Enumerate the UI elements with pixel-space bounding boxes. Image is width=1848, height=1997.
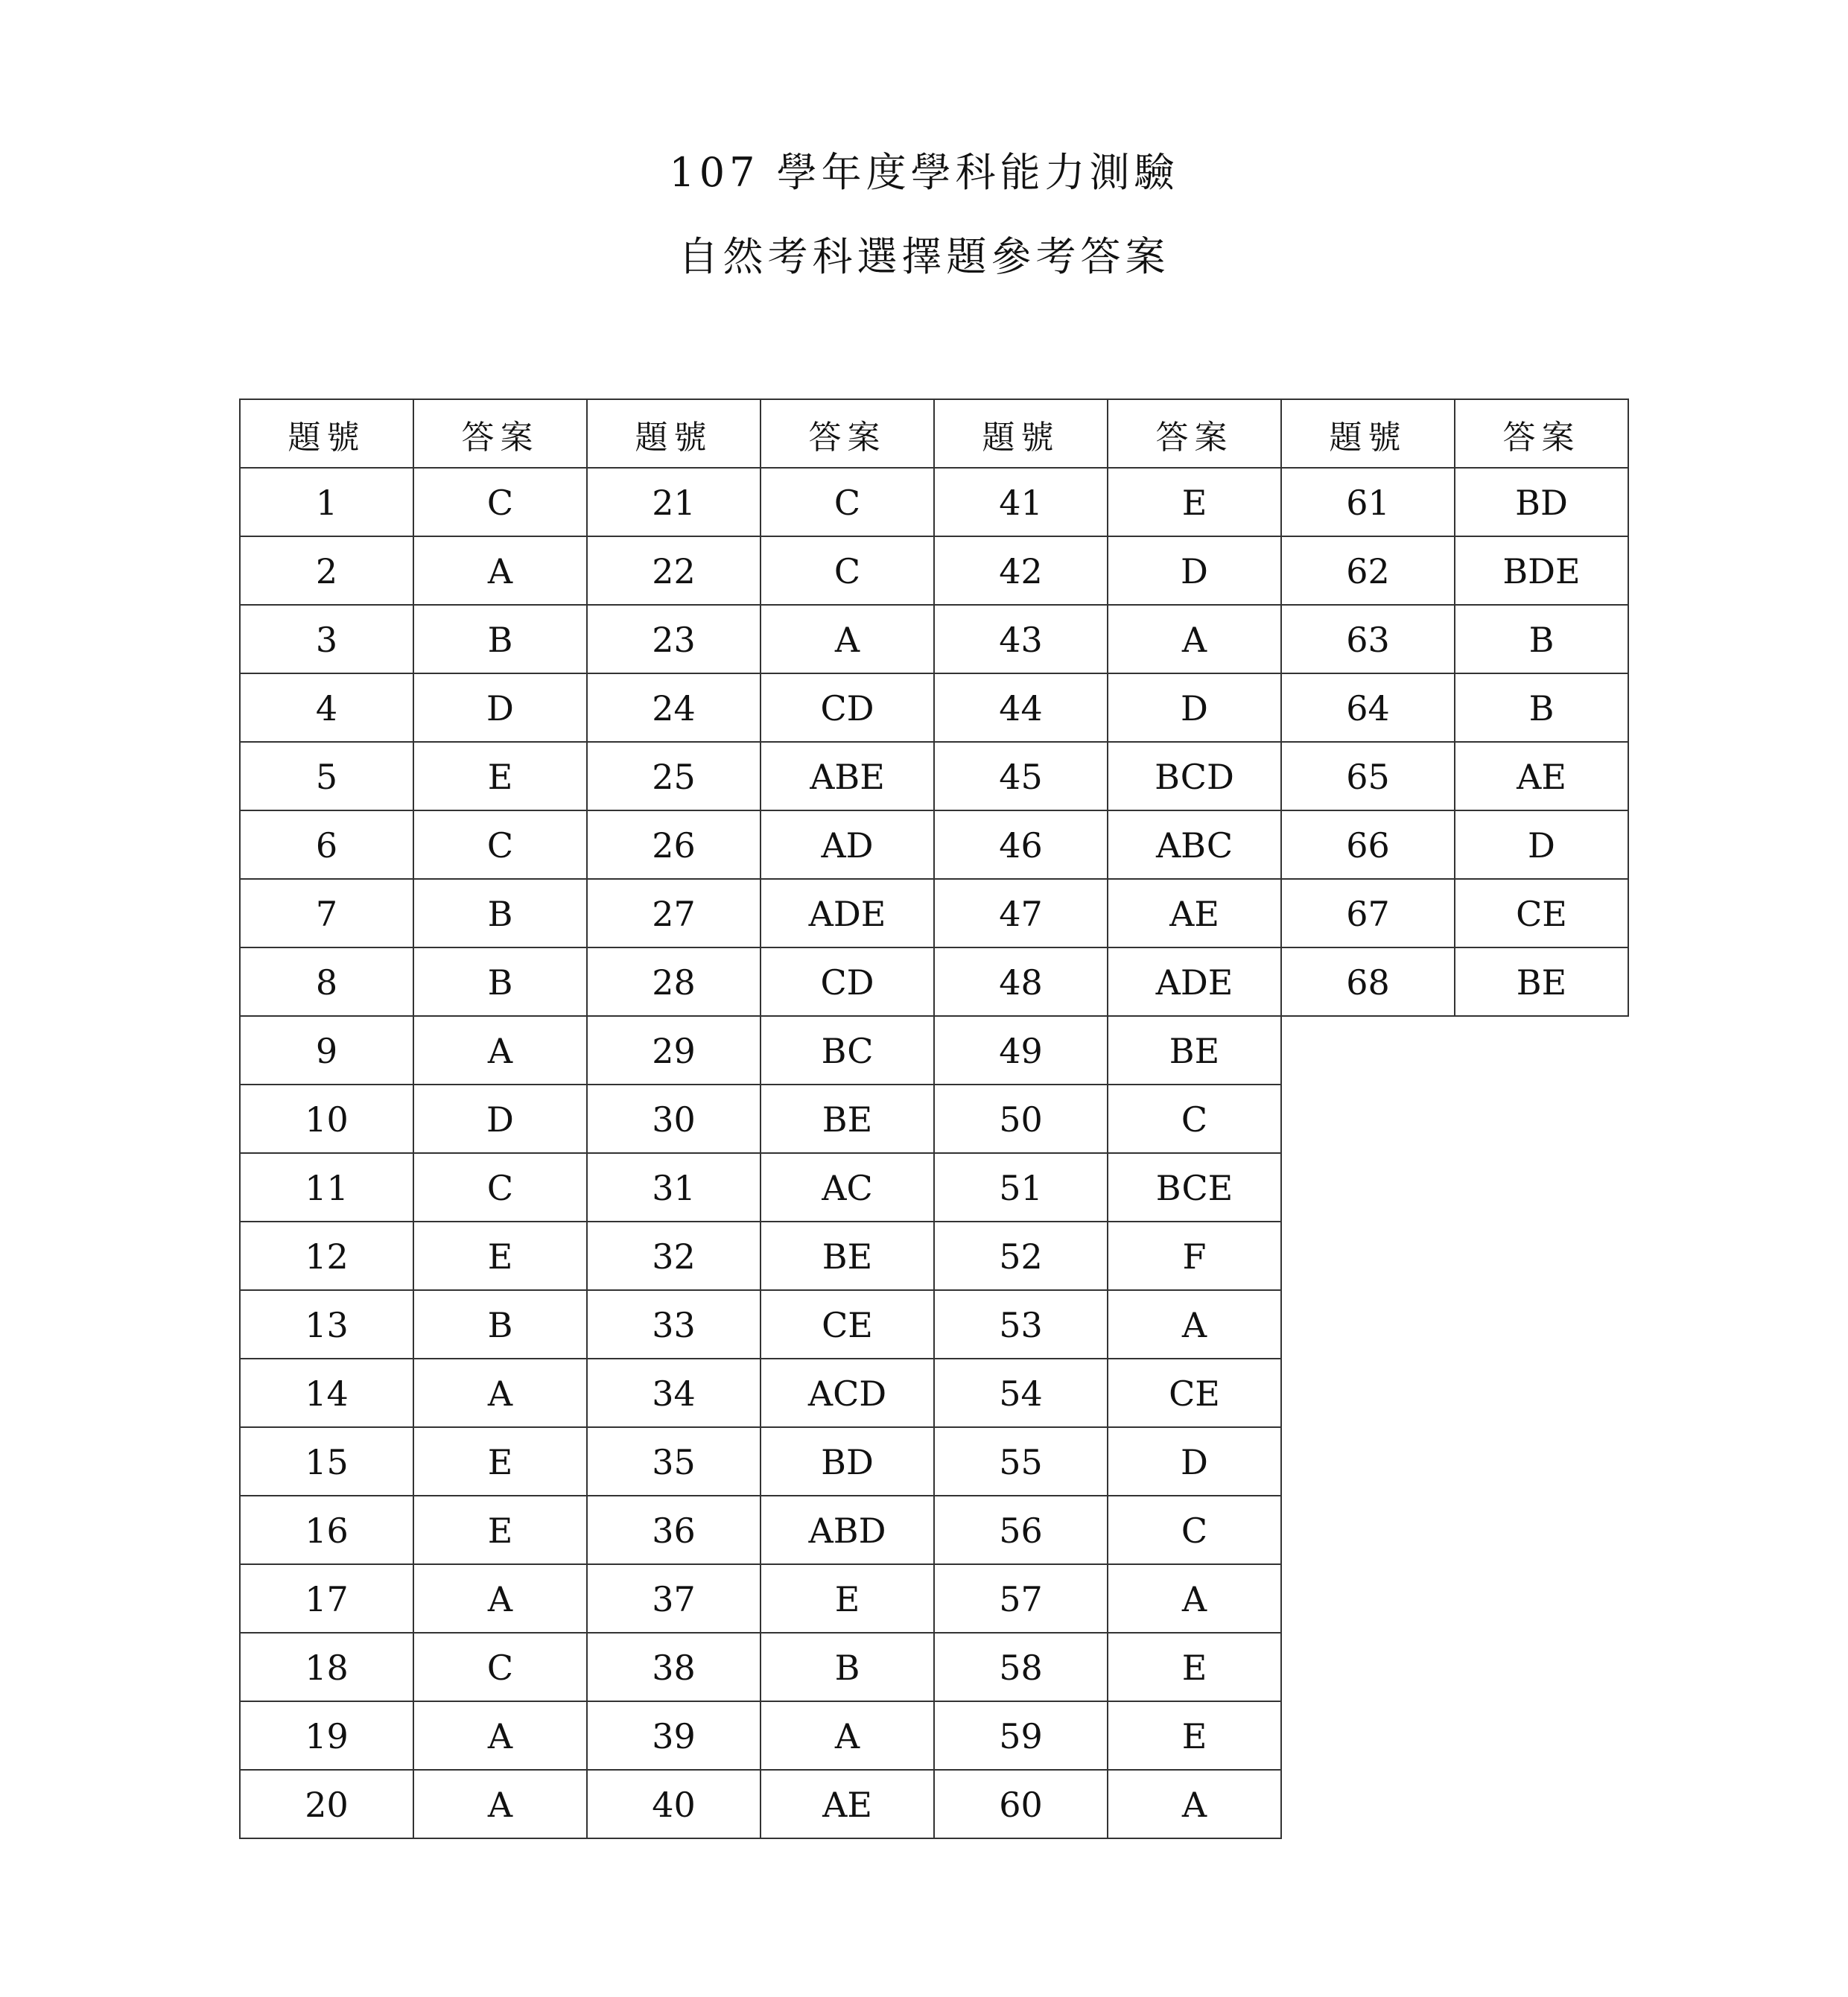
question-number-cell: 50 xyxy=(934,1085,1108,1153)
question-number-cell: 11 xyxy=(240,1153,413,1222)
question-number-cell: 40 xyxy=(587,1770,761,1838)
question-number-cell: 46 xyxy=(934,810,1108,879)
question-number-cell: 56 xyxy=(934,1496,1108,1564)
question-number-cell: 67 xyxy=(1281,879,1455,947)
question-number-cell: 44 xyxy=(934,673,1108,742)
table-row xyxy=(240,1085,1628,1153)
table-row xyxy=(240,673,1628,742)
question-number-cell: 9 xyxy=(240,1016,413,1085)
answer-cell: D xyxy=(413,673,587,742)
header-answer: 答案 xyxy=(761,399,934,468)
question-number-cell: 43 xyxy=(934,605,1108,673)
question-number-cell: 55 xyxy=(934,1427,1108,1496)
question-number-cell xyxy=(1281,1085,1455,1153)
answer-cell: CE xyxy=(761,1290,934,1359)
answer-cell xyxy=(1455,1016,1628,1085)
answer-cell: D xyxy=(1108,673,1281,742)
answer-cell: E xyxy=(413,1427,587,1496)
question-number-cell: 63 xyxy=(1281,605,1455,673)
question-number-cell xyxy=(1281,1770,1455,1838)
table-row xyxy=(240,1496,1628,1564)
question-number-cell: 48 xyxy=(934,947,1108,1016)
question-number-cell xyxy=(1281,1496,1455,1564)
question-number-cell xyxy=(1281,1701,1455,1770)
answer-cell xyxy=(1455,1290,1628,1359)
answer-cell xyxy=(1455,1701,1628,1770)
question-number-cell: 21 xyxy=(587,468,761,536)
question-number-cell xyxy=(1281,1290,1455,1359)
question-number-cell: 1 xyxy=(240,468,413,536)
answer-cell: E xyxy=(413,742,587,810)
answer-cell xyxy=(1455,1633,1628,1701)
question-number-cell: 5 xyxy=(240,742,413,810)
question-number-cell xyxy=(1281,1153,1455,1222)
table-row xyxy=(240,1564,1628,1633)
question-number-cell: 41 xyxy=(934,468,1108,536)
question-number-cell: 53 xyxy=(934,1290,1108,1359)
answer-cell: BC xyxy=(761,1016,934,1085)
answer-cell: C xyxy=(413,1153,587,1222)
question-number-cell: 54 xyxy=(934,1359,1108,1427)
question-number-cell xyxy=(1281,1359,1455,1427)
question-number-cell: 51 xyxy=(934,1153,1108,1222)
answer-cell: CD xyxy=(761,673,934,742)
answer-cell xyxy=(1455,1153,1628,1222)
answer-cell: B xyxy=(413,605,587,673)
table-row xyxy=(240,1770,1628,1838)
answer-cell: F xyxy=(1108,1222,1281,1290)
answer-table-header xyxy=(240,399,1628,468)
answer-cell: ABE xyxy=(761,742,934,810)
answer-cell: B xyxy=(413,879,587,947)
answer-cell: C xyxy=(413,468,587,536)
question-number-cell: 31 xyxy=(587,1153,761,1222)
question-number-cell: 57 xyxy=(934,1564,1108,1633)
table-row xyxy=(240,1701,1628,1770)
answer-cell: B xyxy=(1455,605,1628,673)
question-number-cell: 13 xyxy=(240,1290,413,1359)
question-number-cell: 24 xyxy=(587,673,761,742)
answer-cell: B xyxy=(413,1290,587,1359)
question-number-cell: 26 xyxy=(587,810,761,879)
question-number-cell: 65 xyxy=(1281,742,1455,810)
answer-cell: E xyxy=(413,1222,587,1290)
answer-cell xyxy=(1455,1085,1628,1153)
question-number-cell: 3 xyxy=(240,605,413,673)
question-number-cell: 37 xyxy=(587,1564,761,1633)
answer-cell: ADE xyxy=(1108,947,1281,1016)
table-row xyxy=(240,468,1628,536)
answer-cell: C xyxy=(761,468,934,536)
table-row xyxy=(240,1290,1628,1359)
question-number-cell: 23 xyxy=(587,605,761,673)
header-question-number: 題號 xyxy=(1281,399,1455,468)
question-number-cell: 66 xyxy=(1281,810,1455,879)
answer-cell xyxy=(1455,1427,1628,1496)
table-row xyxy=(240,1633,1628,1701)
answer-cell: BE xyxy=(761,1085,934,1153)
header-answer: 答案 xyxy=(1108,399,1281,468)
question-number-cell: 22 xyxy=(587,536,761,605)
answer-cell: A xyxy=(1108,1564,1281,1633)
answer-cell: E xyxy=(413,1496,587,1564)
answer-cell xyxy=(1455,1496,1628,1564)
table-row xyxy=(240,1016,1628,1085)
question-number-cell: 25 xyxy=(587,742,761,810)
answer-cell: ABC xyxy=(1108,810,1281,879)
answer-cell: BE xyxy=(1455,947,1628,1016)
answer-cell: D xyxy=(1108,536,1281,605)
answer-cell: CE xyxy=(1455,879,1628,947)
question-number-cell: 59 xyxy=(934,1701,1108,1770)
question-number-cell: 2 xyxy=(240,536,413,605)
answer-cell: BCE xyxy=(1108,1153,1281,1222)
answer-cell: BD xyxy=(761,1427,934,1496)
answer-cell: A xyxy=(1108,1770,1281,1838)
answer-cell: C xyxy=(413,810,587,879)
answer-cell xyxy=(1455,1222,1628,1290)
answer-cell: A xyxy=(413,1359,587,1427)
question-number-cell: 35 xyxy=(587,1427,761,1496)
question-number-cell: 8 xyxy=(240,947,413,1016)
question-number-cell: 14 xyxy=(240,1359,413,1427)
answer-cell xyxy=(1455,1359,1628,1427)
question-number-cell: 7 xyxy=(240,879,413,947)
question-number-cell: 4 xyxy=(240,673,413,742)
answer-cell: C xyxy=(1108,1496,1281,1564)
table-row xyxy=(240,605,1628,673)
table-row xyxy=(240,742,1628,810)
question-number-cell: 18 xyxy=(240,1633,413,1701)
question-number-cell: 27 xyxy=(587,879,761,947)
question-number-cell: 30 xyxy=(587,1085,761,1153)
answer-cell: A xyxy=(1108,605,1281,673)
answer-cell: B xyxy=(761,1633,934,1701)
question-number-cell: 58 xyxy=(934,1633,1108,1701)
answer-cell: ACD xyxy=(761,1359,934,1427)
answer-cell: AE xyxy=(1108,879,1281,947)
answer-cell: A xyxy=(413,1770,587,1838)
question-number-cell xyxy=(1281,1633,1455,1701)
answer-cell xyxy=(1455,1564,1628,1633)
answer-cell: A xyxy=(761,1701,934,1770)
question-number-cell: 39 xyxy=(587,1701,761,1770)
header-question-number: 題號 xyxy=(587,399,761,468)
answer-cell: ABD xyxy=(761,1496,934,1564)
question-number-cell: 12 xyxy=(240,1222,413,1290)
question-number-cell: 6 xyxy=(240,810,413,879)
answer-cell: A xyxy=(413,536,587,605)
question-number-cell: 36 xyxy=(587,1496,761,1564)
question-number-cell: 16 xyxy=(240,1496,413,1564)
answer-cell: CD xyxy=(761,947,934,1016)
answer-cell: AD xyxy=(761,810,934,879)
question-number-cell: 45 xyxy=(934,742,1108,810)
table-row xyxy=(240,1153,1628,1222)
answer-cell: C xyxy=(413,1633,587,1701)
answer-cell: AE xyxy=(761,1770,934,1838)
question-number-cell: 68 xyxy=(1281,947,1455,1016)
answer-cell: BE xyxy=(1108,1016,1281,1085)
answer-cell: AC xyxy=(761,1153,934,1222)
question-number-cell xyxy=(1281,1222,1455,1290)
question-number-cell: 28 xyxy=(587,947,761,1016)
answer-cell: A xyxy=(761,605,934,673)
question-number-cell: 62 xyxy=(1281,536,1455,605)
question-number-cell xyxy=(1281,1564,1455,1633)
answer-cell: C xyxy=(761,536,934,605)
table-row xyxy=(240,536,1628,605)
answer-cell: B xyxy=(1455,673,1628,742)
answer-cell: BE xyxy=(761,1222,934,1290)
answer-cell: ADE xyxy=(761,879,934,947)
answer-cell: D xyxy=(1108,1427,1281,1496)
document-subtitle: 自然考科選擇題參考答案 xyxy=(678,233,1170,280)
question-number-cell: 61 xyxy=(1281,468,1455,536)
answer-cell: E xyxy=(1108,1701,1281,1770)
answer-cell: E xyxy=(1108,468,1281,536)
answer-cell: BDE xyxy=(1455,536,1628,605)
question-number-cell: 10 xyxy=(240,1085,413,1153)
answer-cell: CE xyxy=(1108,1359,1281,1427)
header-answer: 答案 xyxy=(413,399,587,468)
answer-cell: C xyxy=(1108,1085,1281,1153)
header-answer: 答案 xyxy=(1455,399,1628,468)
question-number-cell: 29 xyxy=(587,1016,761,1085)
answer-cell: E xyxy=(761,1564,934,1633)
question-number-cell: 52 xyxy=(934,1222,1108,1290)
answer-cell: A xyxy=(413,1564,587,1633)
answer-cell: D xyxy=(1455,810,1628,879)
answer-table-body xyxy=(240,468,1628,1838)
answer-table xyxy=(239,399,1629,1839)
question-number-cell: 60 xyxy=(934,1770,1108,1838)
question-number-cell: 33 xyxy=(587,1290,761,1359)
table-row xyxy=(240,1427,1628,1496)
question-number-cell: 64 xyxy=(1281,673,1455,742)
table-row xyxy=(240,947,1628,1016)
answer-cell xyxy=(1455,1770,1628,1838)
question-number-cell: 32 xyxy=(587,1222,761,1290)
question-number-cell: 20 xyxy=(240,1770,413,1838)
answer-cell: B xyxy=(413,947,587,1016)
table-row xyxy=(240,879,1628,947)
question-number-cell: 17 xyxy=(240,1564,413,1633)
question-number-cell: 49 xyxy=(934,1016,1108,1085)
answer-cell: D xyxy=(413,1085,587,1153)
table-row xyxy=(240,1359,1628,1427)
question-number-cell: 47 xyxy=(934,879,1108,947)
answer-cell: A xyxy=(413,1701,587,1770)
question-number-cell: 15 xyxy=(240,1427,413,1496)
question-number-cell: 19 xyxy=(240,1701,413,1770)
answer-cell: BCD xyxy=(1108,742,1281,810)
question-number-cell: 34 xyxy=(587,1359,761,1427)
answer-cell: E xyxy=(1108,1633,1281,1701)
header-row xyxy=(240,399,1628,468)
answer-cell: A xyxy=(1108,1290,1281,1359)
header-question-number: 題號 xyxy=(934,399,1108,468)
answer-cell: A xyxy=(413,1016,587,1085)
table-row xyxy=(240,810,1628,879)
table-row xyxy=(240,1222,1628,1290)
header-question-number: 題號 xyxy=(240,399,413,468)
answer-cell: BD xyxy=(1455,468,1628,536)
question-number-cell: 38 xyxy=(587,1633,761,1701)
question-number-cell: 42 xyxy=(934,536,1108,605)
question-number-cell xyxy=(1281,1427,1455,1496)
answer-cell: AE xyxy=(1455,742,1628,810)
question-number-cell xyxy=(1281,1016,1455,1085)
document-title: 107 學年度學科能力測驗 xyxy=(669,149,1179,196)
